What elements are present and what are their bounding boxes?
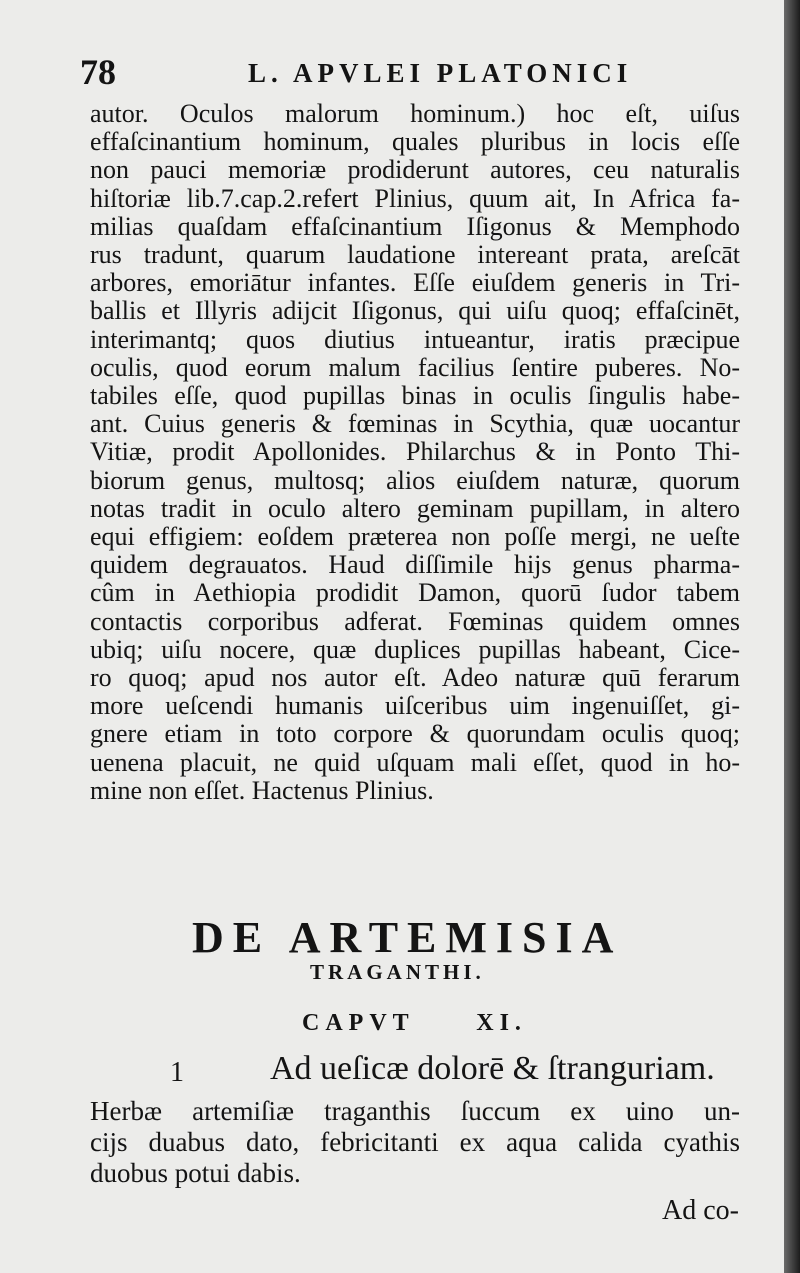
text-line: cûm in Aethiopia prodidit Damon, quorū ſudor tabem: [90, 578, 740, 608]
section-subheading: TRAGANTHI.: [310, 960, 485, 984]
running-head: [80, 52, 640, 92]
page-edge-shadow: [784, 0, 800, 1273]
recipe-line: Herbæ artemiſiæ traganthis ſuccum ex uino un-: [90, 1096, 740, 1126]
text-line: tabiles eſſe, quod pupillas binas in oculis ſingulis habe-: [90, 381, 740, 411]
recipe-title: Ad ueſicæ dolorē & ſtranguriam.: [270, 1050, 715, 1087]
recipe-line: duobus potui dabis.: [90, 1158, 301, 1188]
commentary-text: [90, 100, 740, 805]
text-line: milias quaſdam effaſcinantium Iſigonus & Memphodo: [90, 211, 740, 241]
text-line: contactis corporibus adferat. Fœminas quidem omnes: [90, 606, 740, 636]
text-line: ro quoq; apud nos autor eſt. Adeo naturæ quū ferarum: [90, 663, 740, 693]
text-line: Vitiæ, prodit Apollonides. Philarchus & in Ponto Thi-: [90, 437, 740, 467]
section-heading: DE ARTEMISIA: [192, 913, 623, 962]
text-line: arbores, emoriātur infantes. Eſſe eiuſdem generis in Tri-: [90, 268, 740, 298]
text-line: effaſcinantium hominum, quales pluribus in locis eſſe: [90, 127, 740, 157]
text-line: rus tradunt, quarum laudatione intereant prata, areſcāt: [90, 240, 740, 270]
recipe-number: 1: [170, 1057, 184, 1088]
text-line: ballis et Illyris adijcit Iſigonus, qui uiſu quoq; effaſcinēt,: [90, 296, 740, 326]
text-line: more ueſcendi humanis uiſceribus uim ingenuiſſet, gi-: [90, 691, 740, 721]
text-line: interimantq; quos diutius intueantur, iratis præcipue: [90, 324, 740, 354]
text-line: equi effigiem: eoſdem præterea non poſſe mergi, ne ueſte: [90, 522, 740, 552]
recipe-line: cijs duabus dato, febricitanti ex aqua calida cyathis: [90, 1127, 740, 1157]
chapter-word: CAPVT: [302, 1010, 415, 1036]
recipe-text: [90, 1096, 740, 1189]
text-line: oculis, quod eorum malum facilius ſentire puberes. No-: [90, 352, 740, 382]
chapter-number: XI.: [476, 1010, 527, 1036]
chapter-label: [302, 1010, 527, 1037]
page-number: 78: [80, 52, 116, 92]
text-line: notas tradit in oculo altero geminam pupillam, in altero: [90, 493, 740, 523]
text-line: autor. Oculos malorum hominum.) hoc eſt, uiſus: [90, 99, 740, 128]
text-line: hiſtoriæ lib.7.cap.2.refert Plinius, quum ait, In Africa fa-: [90, 183, 740, 213]
text-line: quidem degrauatos. Haud diſſimile hijs genus pharma-: [90, 550, 740, 580]
running-title: L. APVLEI PLATONICI: [248, 58, 633, 88]
text-line: biorum genus, multosq; alios eiuſdem naturæ, quorum: [90, 465, 740, 495]
text-line: mine non eſſet. Hactenus Plinius.: [90, 775, 434, 805]
text-line: non pauci memoriæ prodiderunt autores, ceu naturalis: [90, 155, 740, 185]
text-line: ubiq; uiſu nocere, quæ duplices pupillas habeant, Cice-: [90, 634, 740, 664]
text-line: gnere etiam in toto corpore & quorundam oculis quoq;: [90, 719, 740, 749]
catchword: Ad co-: [662, 1195, 739, 1226]
text-line: ant. Cuius generis & fœminas in Scythia, quæ uocantur: [90, 409, 740, 439]
text-line: uenena placuit, ne quid uſquam mali eſſet, quod in ho-: [90, 747, 740, 777]
